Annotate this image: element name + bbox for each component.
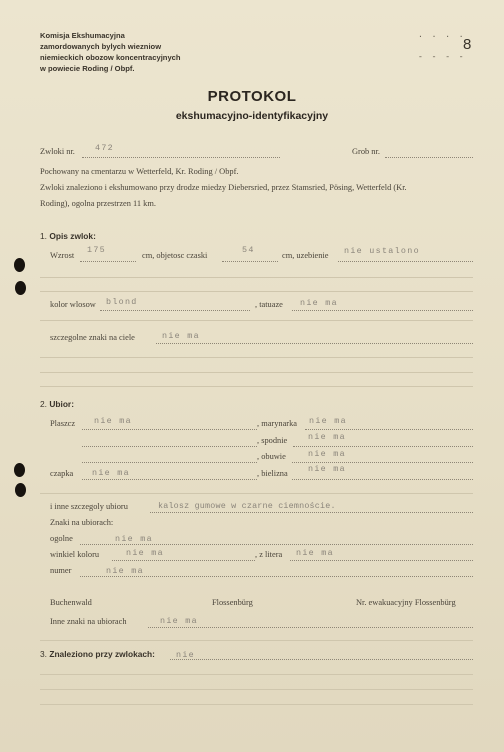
binder-hole [14,258,25,272]
marynarka-value: nie ma [309,416,347,426]
inne-znaki-label: Inne znaki na ubiorach [50,617,127,626]
tatuaze-label: , tatuaze [255,300,283,309]
inne-szczegoly-value: kalosz gumowe w czarne ciemnoście. [158,501,336,511]
zwloki-label: Zwloki nr. [40,147,75,156]
winkiel-value: nie ma [126,548,164,558]
intro-line-3: Roding), ogolna przestrzen 11 km. [40,199,156,208]
obuwie-label: , obuwie [257,452,286,461]
document-title: PROTOKOL [207,88,297,105]
org-line-3: niemieckich obozow koncentracyjnych [40,53,181,62]
litera-label: , z litera [255,550,283,559]
wzrost-label: Wzrost [50,251,75,260]
bielizna-value: nie ma [308,464,346,474]
czaszka-value: 54 [242,245,255,255]
numer-value: nie ma [106,566,144,576]
cm-uzebienie-label: cm, uzebienie [282,251,329,260]
section-2-heading: 2. Ubior: [40,399,74,409]
ogolne-label: ogolne [50,534,73,543]
winkiel-label: winkiel koloru [50,550,100,559]
marynarka-label: , marynarka [257,419,297,428]
tatuaze-value: nie ma [300,298,338,308]
numer-label: numer [50,566,72,575]
bielizna-label: , bielizna [257,469,288,478]
section-3-value: nie [176,650,195,660]
inne-szczegoly-label: i inne szczegoly ubioru [50,502,128,511]
ogolne-value: nie ma [115,534,153,544]
camp-buchenwald: Buchenwald [50,598,92,607]
plaszcz-label: Plaszcz [50,419,76,428]
header-dots-top: . . . . [418,31,466,40]
czapka-label: czapka [50,469,74,478]
inne-znaki-value: nie ma [160,616,198,626]
zwloki-number: 472 [95,143,114,153]
kolor-label: kolor wlosow [50,300,96,309]
kolor-value: blond [106,297,138,307]
org-line-2: zamordowanych bylych wiezniow [40,42,162,51]
org-line-1: Komisja Ekshumacyjna [40,31,125,40]
section-3-heading: 3. Znaleziono przy zwlokach: [40,649,155,659]
spodnie-label: , spodnie [257,436,288,445]
grob-label: Grob nr. [352,147,380,156]
camp-evacuation-number: Nr. ewakuacyjny Flossenbürg [356,598,456,607]
plaszcz-value: nie ma [94,416,132,426]
page-number: 8 [463,36,472,53]
org-line-4: w powiecie Roding / Obpf. [40,64,135,73]
cm-czaszka-label: cm, objetosc czaski [142,251,208,260]
obuwie-value: nie ma [308,449,346,459]
camp-flossenburg: Flossenbürg [212,598,253,607]
binder-hole [14,463,25,477]
section-1-heading: 1. Opis zwlok: [40,231,96,241]
znaki-ubiorach-heading: Znaki na ubiorach: [50,518,114,527]
uzebienie-value: nie ustalono [344,246,420,256]
litera-value: nie ma [296,548,334,558]
wzrost-value: 175 [87,245,106,255]
binder-hole [15,281,26,295]
intro-line-1: Pochowany na cmentarzu w Wetterfeld, Kr. Roding / Obpf. [40,167,239,176]
document-subtitle: ekshumacyjno-identyfikacyjny [175,110,329,122]
header-dots-bottom: - - - - [418,53,466,62]
spodnie-value: nie ma [308,432,346,442]
intro-line-2: Zwloki znaleziono i ekshumowano przy drodze miedzy Diebersried, przez Stamsried, Pösing, Wetterfeld (Kr. [40,183,407,192]
czapka-value: nie ma [92,468,130,478]
znaki-cialo-label: szczegolne znaki na ciele [50,333,135,342]
binder-hole [15,483,26,497]
znaki-cialo-value: nie ma [162,331,200,341]
